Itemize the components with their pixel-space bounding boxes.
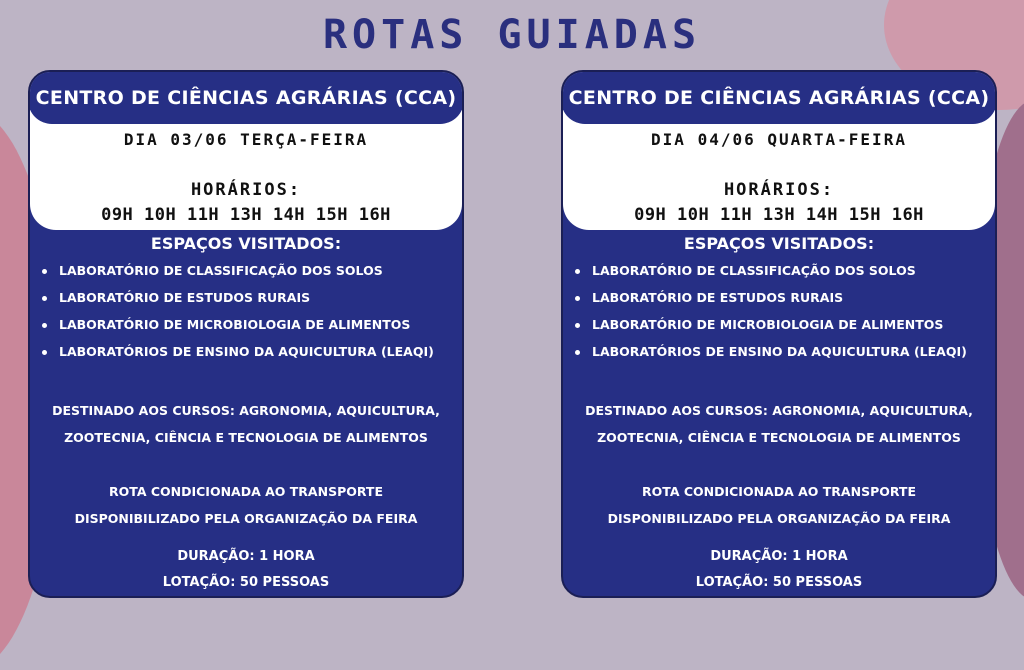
audience-text xyxy=(30,397,462,451)
duration-text: DURAÇÃO: 1 HORA xyxy=(710,549,848,564)
card-day: DIA 03/06 TERÇA-FEIRA xyxy=(123,130,369,149)
bullet-icon xyxy=(575,350,580,355)
transport-text xyxy=(30,478,462,532)
transport-text xyxy=(563,478,995,532)
spaces-list xyxy=(30,261,462,369)
list-item xyxy=(40,342,462,369)
route-card-wednesday xyxy=(561,70,997,598)
list-item xyxy=(573,315,995,342)
transport-line: DISPONIBILIZADO PELA ORGANIZAÇÃO DA FEIRA xyxy=(74,511,418,526)
bullet-icon xyxy=(575,323,580,328)
hours-list: 09H 10H 11H 13H 14H 15H 16H xyxy=(634,205,924,225)
audience-text xyxy=(563,397,995,451)
bullet-icon xyxy=(42,350,47,355)
bullet-icon xyxy=(575,269,580,274)
page-title: ROTAS GUIADAS xyxy=(322,12,702,58)
spaces-list xyxy=(563,261,995,369)
card-header: CENTRO DE CIÊNCIAS AGRÁRIAS (CCA) xyxy=(28,70,464,124)
list-item xyxy=(573,261,995,288)
hours-list: 09H 10H 11H 13H 14H 15H 16H xyxy=(101,205,391,225)
audience-line: DESTINADO AOS CURSOS: AGRONOMIA, AQUICULTURA, xyxy=(585,403,973,418)
list-item xyxy=(573,288,995,315)
bullet-icon xyxy=(42,269,47,274)
space-label: LABORATÓRIO DE CLASSIFICAÇÃO DOS SOLOS xyxy=(592,263,916,278)
capacity-text: LOTAÇÃO: 50 PESSOAS xyxy=(695,575,863,590)
list-item xyxy=(40,288,462,315)
card-body xyxy=(563,234,995,596)
duration-text: DURAÇÃO: 1 HORA xyxy=(177,549,315,564)
hours-label: HORÁRIOS: xyxy=(190,180,302,200)
card-body xyxy=(30,234,462,596)
capacity-text: LOTAÇÃO: 50 PESSOAS xyxy=(162,575,330,590)
bullet-icon xyxy=(42,296,47,301)
space-label: LABORATÓRIO DE ESTUDOS RURAIS xyxy=(592,290,844,305)
bullet-icon xyxy=(575,296,580,301)
audience-line: ZOOTECNIA, CIÊNCIA E TECNOLOGIA DE ALIMENTOS xyxy=(597,430,961,445)
transport-line: DISPONIBILIZADO PELA ORGANIZAÇÃO DA FEIRA xyxy=(607,511,951,526)
space-label: LABORATÓRIO DE ESTUDOS RURAIS xyxy=(59,290,311,305)
hours-label: HORÁRIOS: xyxy=(723,180,835,200)
transport-line: ROTA CONDICIONADA AO TRANSPORTE xyxy=(109,484,383,499)
audience-line: ZOOTECNIA, CIÊNCIA E TECNOLOGIA DE ALIMENTOS xyxy=(64,430,428,445)
list-item xyxy=(40,315,462,342)
route-card-tuesday xyxy=(28,70,464,598)
spaces-title: ESPAÇOS VISITADOS: xyxy=(150,234,342,253)
list-item xyxy=(573,342,995,369)
space-label: LABORATÓRIO DE MICROBIOLOGIA DE ALIMENTOS xyxy=(592,317,944,332)
transport-line: ROTA CONDICIONADA AO TRANSPORTE xyxy=(642,484,916,499)
space-label: LABORATÓRIOS DE ENSINO DA AQUICULTURA (LEAQI) xyxy=(59,344,434,359)
route-info xyxy=(30,544,462,596)
route-info xyxy=(563,544,995,596)
space-label: LABORATÓRIOS DE ENSINO DA AQUICULTURA (LEAQI) xyxy=(592,344,967,359)
card-header: CENTRO DE CIÊNCIAS AGRÁRIAS (CCA) xyxy=(561,70,997,124)
list-item xyxy=(40,261,462,288)
spaces-title: ESPAÇOS VISITADOS: xyxy=(683,234,875,253)
audience-line: DESTINADO AOS CURSOS: AGRONOMIA, AQUICULTURA, xyxy=(52,403,440,418)
bullet-icon xyxy=(42,323,47,328)
space-label: LABORATÓRIO DE CLASSIFICAÇÃO DOS SOLOS xyxy=(59,263,383,278)
card-day: DIA 04/06 QUARTA-FEIRA xyxy=(651,130,907,149)
space-label: LABORATÓRIO DE MICROBIOLOGIA DE ALIMENTOS xyxy=(59,317,411,332)
